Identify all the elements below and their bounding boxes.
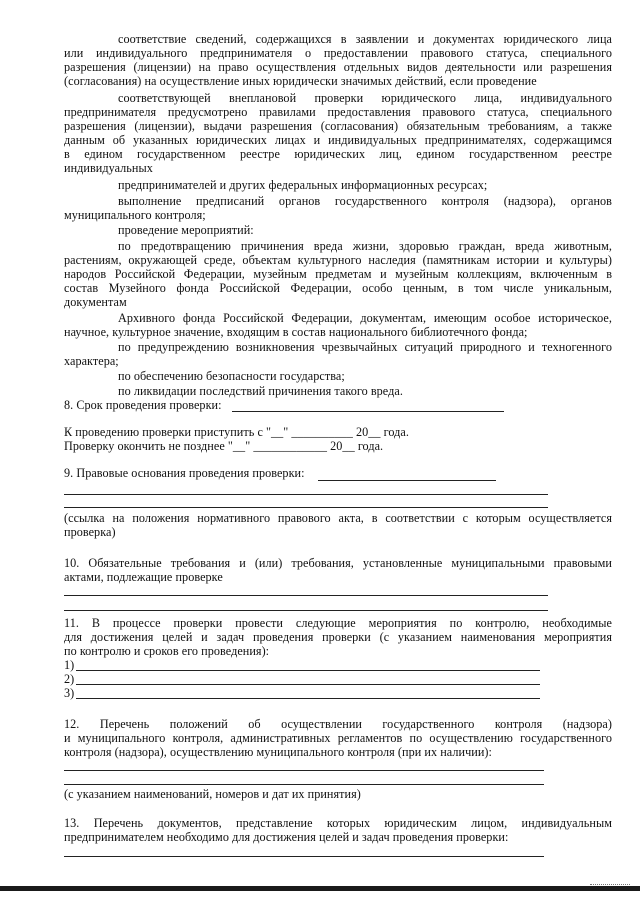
fill-line[interactable] <box>64 784 544 785</box>
section-9-note: (ссылка на положения нормативного правового акта, в соответствии с которым осуществляется <box>64 511 612 525</box>
item-number: 1) <box>64 658 75 672</box>
text-line: соответствующей внеплановой проверки юридического лица, индивидуального <box>118 91 612 105</box>
fill-line[interactable] <box>76 670 540 671</box>
text-line: научное, культурное значение, входящим в состав национального библиотечного фонда; <box>64 325 528 339</box>
fill-line[interactable] <box>76 684 540 685</box>
fill-line[interactable] <box>64 770 544 771</box>
section-12-heading-cont: и муниципального контроля, административных регламентов по осуществлению государственного <box>64 731 612 745</box>
text-line: по предотвращению причинения вреда жизни, здоровью граждан, вреда животным, <box>118 239 612 253</box>
text-line: Архивного фонда Российской Федерации, документам, имеющим особое историческое, <box>118 311 612 325</box>
text-line: проведение мероприятий: <box>118 223 254 237</box>
text-line: по обеспечению безопасности государства; <box>118 369 345 383</box>
text-line: народов Российской Федерации, музейным предметам и музейным коллекциям, включенным в <box>64 267 612 281</box>
fill-line[interactable] <box>64 856 544 857</box>
item-number: 2) <box>64 672 75 686</box>
text-line: индивидуальных <box>64 161 153 175</box>
end-date-line: Проверку окончить не позднее "__" ____________ 20__ года. <box>64 439 384 453</box>
text-line: разрешения (лицензии) на право осуществления отдельных видов деятельности или разрешения <box>64 60 612 74</box>
section-9-note-cont: проверка) <box>64 525 116 539</box>
section-12-heading: 12. Перечень положений об осуществлении государственного контроля (надзора) <box>64 717 612 731</box>
text-line: муниципального контроля; <box>64 208 206 222</box>
text-line: в едином государственном реестре юридических лиц, едином государственном реестре <box>64 147 612 161</box>
section-13-heading: 13. Перечень документов, представление которых юридическим лицом, индивидуальным <box>64 816 612 830</box>
section-12-heading-cont: контроля (надзора), осуществлению муниципального контроля (при их наличии): <box>64 745 492 759</box>
section-11-heading: 11. В процессе проверки провести следующие мероприятия по контролю, необходимые <box>64 616 612 630</box>
section-10-heading-cont: актами, подлежащие проверке <box>64 570 223 584</box>
text-line: состав Музейного фонда Российской Федерации, особо ценным, в том числе уникальным, <box>64 281 612 295</box>
text-line: по ликвидации последствий причинения такого вреда. <box>118 384 403 398</box>
text-line: предпринимателя предусмотрено правилами предоставления правового статуса, специального <box>64 105 612 119</box>
section-10-heading: 10. Обязательные требования и (или) требования, установленные муниципальными правовыми <box>64 556 612 570</box>
section-13-heading-cont: предпринимателем необходимо для достижения целей и задач проведения проверки: <box>64 830 509 844</box>
fill-line[interactable] <box>64 610 548 611</box>
start-date-line: К проведению проверки приступить с "__" __________ 20__ года. <box>64 425 409 439</box>
text-line: растениям, окружающей среде, объектам культурного наследия (памятникам истории и культуры) <box>64 253 612 267</box>
item-number: 3) <box>64 686 75 700</box>
fill-line[interactable] <box>64 507 548 508</box>
text-line: разрешения (лицензии), выдачи разрешения (согласования) обязательным требованиям, а также <box>64 119 612 133</box>
text-line: характера; <box>64 354 119 368</box>
page-bottom-edge <box>0 886 640 891</box>
fill-line[interactable] <box>232 411 504 412</box>
section-11-heading-cont: по контролю и сроков его проведения): <box>64 644 270 658</box>
text-line: документам <box>64 295 127 309</box>
fill-line[interactable] <box>318 480 496 481</box>
section-8-heading: 8. Срок проведения проверки: <box>64 398 222 412</box>
text-line: по предупреждению возникновения чрезвычайных ситуаций природного и техногенного <box>118 340 612 354</box>
text-line: предпринимателей и других федеральных информационных ресурсах; <box>118 178 488 192</box>
section-11-heading-cont: для достижения целей и задач проведения проверки (с указанием наименования мероприятия <box>64 630 612 644</box>
text-line: данным об указанных юридических лицах и индивидуальных предпринимателях, содержащимся <box>64 133 612 147</box>
fill-line[interactable] <box>76 698 540 699</box>
text-line: выполнение предписаний органов государственного контроля (надзора), органов <box>118 194 612 208</box>
fill-line[interactable] <box>64 494 548 495</box>
text-line: (согласования) на осуществление иных юридически значимых действий, если проведение <box>64 74 537 88</box>
section-12-note: (с указанием наименований, номеров и дат их принятия) <box>64 787 361 801</box>
text-line: или индивидуального предпринимателя о предоставлении правового статуса, специального <box>64 46 612 60</box>
text-line: соответствие сведений, содержащихся в заявлении и документах юридического лица <box>118 32 612 46</box>
fill-line[interactable] <box>64 595 548 596</box>
section-9-heading: 9. Правовые основания проведения проверки: <box>64 466 305 480</box>
